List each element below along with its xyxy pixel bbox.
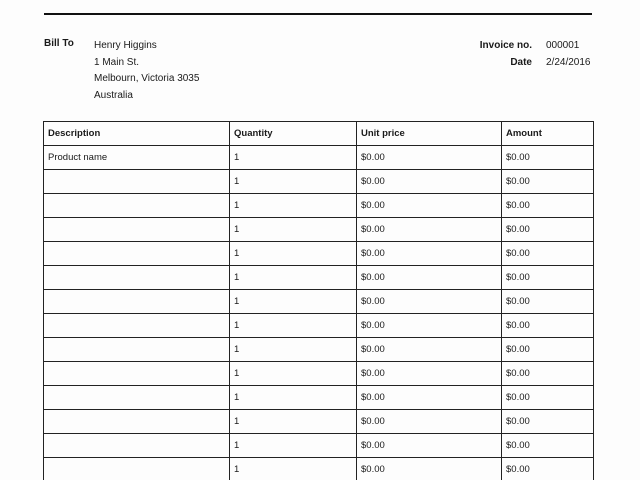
cell-amount: $0.00 bbox=[502, 410, 594, 434]
invoice-meta bbox=[480, 38, 592, 71]
cell-quantity: 1 bbox=[230, 458, 357, 480]
table-row bbox=[44, 386, 594, 410]
cell-amount: $0.00 bbox=[502, 314, 594, 338]
cell-description: Product name bbox=[44, 146, 230, 170]
table-row bbox=[44, 266, 594, 290]
header-quantity: Quantity bbox=[230, 122, 357, 146]
invoice-number-row bbox=[480, 38, 592, 55]
cell-quantity: 1 bbox=[230, 266, 357, 290]
cell-quantity: 1 bbox=[230, 242, 357, 266]
cell-unit-price: $0.00 bbox=[357, 146, 502, 170]
invoice-date-value: 2/24/2016 bbox=[546, 56, 591, 68]
table-row bbox=[44, 338, 594, 362]
cell-amount: $0.00 bbox=[502, 290, 594, 314]
cell-unit-price: $0.00 bbox=[357, 242, 502, 266]
cell-amount: $0.00 bbox=[502, 362, 594, 386]
cell-unit-price: $0.00 bbox=[357, 218, 502, 242]
table-row bbox=[44, 314, 594, 338]
cell-description bbox=[44, 458, 230, 480]
cell-quantity: 1 bbox=[230, 338, 357, 362]
table-row bbox=[44, 146, 594, 170]
cell-quantity: 1 bbox=[230, 314, 357, 338]
table-row bbox=[44, 170, 594, 194]
cell-unit-price: $0.00 bbox=[357, 410, 502, 434]
table-row bbox=[44, 242, 594, 266]
line-items-table bbox=[43, 121, 594, 480]
cell-quantity: 1 bbox=[230, 410, 357, 434]
address-line-2: Melbourn, Victoria 3035 bbox=[94, 73, 200, 84]
table-body bbox=[44, 146, 594, 480]
cell-amount: $0.00 bbox=[502, 170, 594, 194]
cell-description bbox=[44, 362, 230, 386]
table-row bbox=[44, 362, 594, 386]
cell-description bbox=[44, 290, 230, 314]
cell-amount: $0.00 bbox=[502, 434, 594, 458]
cell-description bbox=[44, 266, 230, 290]
cell-unit-price: $0.00 bbox=[357, 194, 502, 218]
cell-amount: $0.00 bbox=[502, 146, 594, 170]
table-row bbox=[44, 434, 594, 458]
cell-unit-price: $0.00 bbox=[357, 362, 502, 386]
cell-unit-price: $0.00 bbox=[357, 170, 502, 194]
header-amount: Amount bbox=[502, 122, 594, 146]
table-row bbox=[44, 458, 594, 480]
cell-description bbox=[44, 170, 230, 194]
cell-description bbox=[44, 242, 230, 266]
table-row bbox=[44, 194, 594, 218]
cell-amount: $0.00 bbox=[502, 386, 594, 410]
invoice-date-label: Date bbox=[510, 56, 532, 68]
cell-unit-price: $0.00 bbox=[357, 266, 502, 290]
table-row bbox=[44, 290, 594, 314]
cell-amount: $0.00 bbox=[502, 338, 594, 362]
table-row bbox=[44, 218, 594, 242]
cell-amount: $0.00 bbox=[502, 266, 594, 290]
cell-quantity: 1 bbox=[230, 146, 357, 170]
cell-quantity: 1 bbox=[230, 290, 357, 314]
cell-unit-price: $0.00 bbox=[357, 434, 502, 458]
cell-amount: $0.00 bbox=[502, 194, 594, 218]
header-rule bbox=[44, 13, 592, 15]
cell-quantity: 1 bbox=[230, 434, 357, 458]
cell-amount: $0.00 bbox=[502, 218, 594, 242]
table-row bbox=[44, 410, 594, 434]
address-country: Australia bbox=[94, 89, 133, 101]
cell-unit-price: $0.00 bbox=[357, 314, 502, 338]
table-header-row bbox=[44, 122, 594, 146]
cell-description bbox=[44, 314, 230, 338]
cell-quantity: 1 bbox=[230, 194, 357, 218]
cell-description bbox=[44, 218, 230, 242]
cell-unit-price: $0.00 bbox=[357, 290, 502, 314]
invoice-number-label: Invoice no. bbox=[479, 40, 532, 51]
bill-to-label: Bill To bbox=[44, 38, 74, 49]
cell-description bbox=[44, 386, 230, 410]
cell-quantity: 1 bbox=[230, 170, 357, 194]
cell-unit-price: $0.00 bbox=[357, 338, 502, 362]
cell-description bbox=[44, 410, 230, 434]
cell-unit-price: $0.00 bbox=[357, 386, 502, 410]
bill-to-address bbox=[94, 38, 199, 104]
cell-description bbox=[44, 338, 230, 362]
invoice-date-row bbox=[480, 55, 592, 72]
cell-amount: $0.00 bbox=[502, 242, 594, 266]
cell-quantity: 1 bbox=[230, 362, 357, 386]
cell-unit-price: $0.00 bbox=[357, 458, 502, 480]
cell-quantity: 1 bbox=[230, 218, 357, 242]
header-description: Description bbox=[44, 122, 230, 146]
cell-quantity: 1 bbox=[230, 386, 357, 410]
header-unit-price: Unit price bbox=[357, 122, 502, 146]
cell-description bbox=[44, 194, 230, 218]
address-line-1: 1 Main St. bbox=[94, 56, 140, 68]
cell-amount: $0.00 bbox=[502, 458, 594, 480]
customer-name: Henry Higgins bbox=[94, 40, 157, 51]
invoice-number-value: 000001 bbox=[546, 40, 580, 51]
cell-description bbox=[44, 434, 230, 458]
